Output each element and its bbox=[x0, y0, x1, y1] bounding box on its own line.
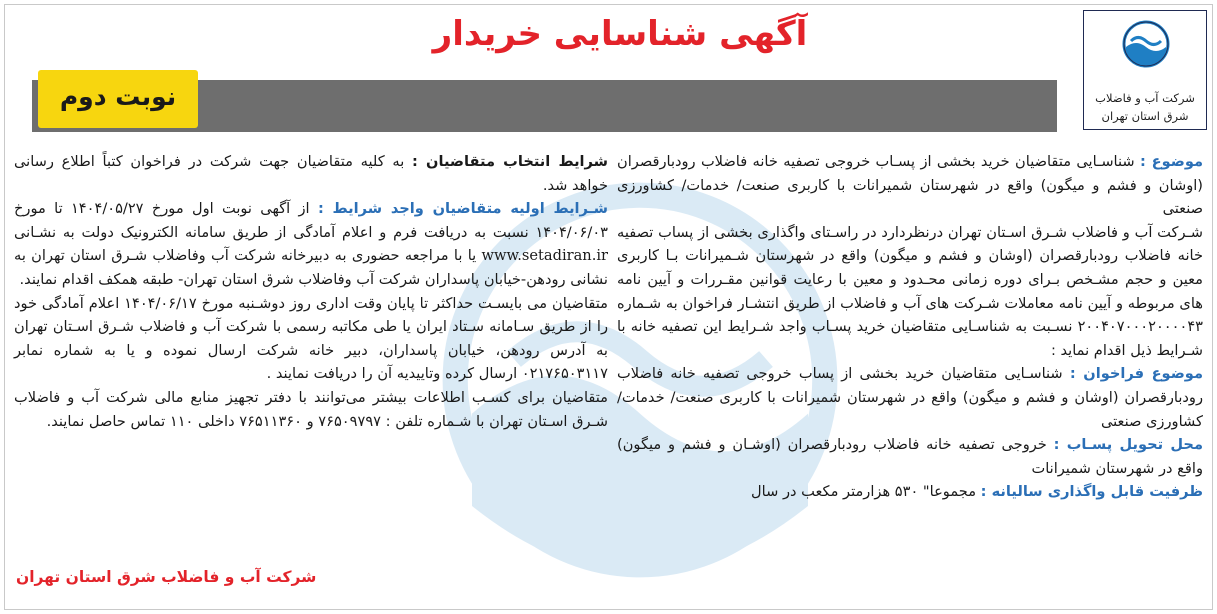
selection-text: به کلیه متقاضیان جهت شرکت در فراخوان کتباً اطلاع رسانی خواهد شد. bbox=[14, 153, 608, 194]
conditions-text-2: یا با مراجعه حضوری به دبیرخانه شرکت آب وفاضلاب شـرق استان تهران به نشانی رودهن-خیابان پاسداران شرکت آب وفاضلاب شرق استان تهران- طبقه همکف اقدام نمایند. bbox=[14, 247, 608, 288]
conditions-paragraph bbox=[14, 197, 608, 291]
body-paragraph: شـرکت آب و فاضلاب شـرق اسـتان تهران درنظردارد در راسـتای واگذاری بخشی از پساب تصفیه خانه فاضلاب رودبارقصران (اوشان و فشم و میگون) واقع در شهرستان شـمیرانات بـا کاربری معین و حجم مشـخص بـرای دوره زمانی محـدود و معین با رعایت قوانین مقـررات و آیین نامه های مربوطه و آیین نامه معاملات شـرکت های آب و فاضلاب از طریق انتشـار فراخوان به شـماره ۲۰۰۴۰۷۰۰۰۲۰۰۰۰۴۳ نسـبت به شناسـایی متقاضیان خرید پسـاب واجد شـرایط این تصفیه خانه با شـرایط ذیل اقدام نماید : bbox=[617, 223, 1203, 359]
conditions-label: شـرایط اولیه متقاضیان واجد شرایط : bbox=[317, 200, 608, 218]
subject-paragraph bbox=[617, 150, 1203, 221]
logo-company-line-2: شرق استان تهران bbox=[1101, 109, 1189, 123]
logo-company-line-1: شرکت آب و فاضلاب bbox=[1095, 91, 1195, 105]
edition-badge bbox=[38, 70, 198, 128]
contact-paragraph: متقاضیان برای کسـب اطلاعات بیشتر می‌توانند با دفتر تجهیز منابع مالی شرکت آب و فاضلاب شـرق اسـتان تهران با شـماره تلفن : ۷۶۵۰۹۷۹۷ و ۷۶۵۱۱۳۶۰ داخلی ۱۱۰ تماس حاصل نمایند. bbox=[14, 388, 608, 430]
capacity-label: ظرفیت قابل واگذاری سالیانه : bbox=[980, 483, 1203, 501]
company-logo-box bbox=[1083, 10, 1207, 130]
selection-label: شرایط انتخاب متقاضیان : bbox=[412, 153, 608, 170]
delivery-label: محل تحویل پسـاب : bbox=[1053, 436, 1203, 454]
subject-text: شناسـایی متقاضیان خرید بخشی از پسـاب خروجی تصفیه خانه فاضلاب رودبارقصران (اوشان و فشم و میگون) واقع در شهرستان شمیرانات با کاربری صنعت/ خدمات/ کشاورزی صنعتی bbox=[617, 153, 1203, 218]
edition-badge-label: نوبت دوم bbox=[59, 82, 177, 111]
company-logo-icon bbox=[1121, 19, 1171, 69]
capacity-text: مجموعا" ۵۳۰ هزارمتر مکعب در سال bbox=[751, 483, 981, 501]
website-link[interactable]: www.setadiran.ir bbox=[481, 247, 608, 265]
call-label: موضوع فراخوان : bbox=[1069, 365, 1203, 383]
right-column bbox=[617, 150, 1203, 504]
deadline-paragraph: متقاضیان می بایسـت حداکثر تا پایان وقت اداری روز دوشـنبه مورخ ۱۴۰۴/۰۶/۱۷ اعلام آمادگی خود را از طریق سـامانه سـتاد ایران یا طی مکاتبه رسمی با شرکت آب و فاضلاب شـرق اسـتان تهران به آدرس رودهن، خیابان پاسداران، دبیر خانه شرکت ارسال نموده و یا به شماره نمابر ۰۲۱۷۶۵۰۳۱۱۷ ارسال کرده وتاییدیه آن را دریافت نمایند . bbox=[14, 294, 608, 383]
selection-paragraph bbox=[14, 150, 608, 197]
subject-label: موضوع : bbox=[1139, 153, 1204, 170]
left-column bbox=[14, 150, 608, 433]
conditions-text-1: از آگهی نوبت اول مورخ ۱۴۰۴/۰۵/۲۷ تا مورخ ۱۴۰۴/۰۶/۰۳ نسبت به دریافت فرم و اعلام آمادگی از طریق سامانه الکترونیک دولت به نشـانی bbox=[14, 200, 608, 241]
delivery-text: خروجی تصفیه خانه فاضلاب رودبارقصران (اوشـان و فشم و میگون) واقع در شهرستان شمیرانات bbox=[617, 436, 1203, 477]
page-title: آگهی شناسایی خریدار bbox=[432, 14, 808, 54]
capacity-paragraph bbox=[617, 480, 1203, 504]
signature: شرکت آب و فاضلاب شرق استان تهران bbox=[16, 568, 317, 586]
call-text: شناسـایی متقاضیان خرید بخشی از پساب خروجی تصفیه خانه فاضلاب رودبارقصران (اوشان و فشم و میگون) واقع در شهرستان شمیرانات با کاربری صنعت/ خدمات/ کشاورزی صنعتی bbox=[617, 365, 1203, 430]
call-paragraph bbox=[617, 362, 1203, 433]
delivery-paragraph bbox=[617, 433, 1203, 480]
